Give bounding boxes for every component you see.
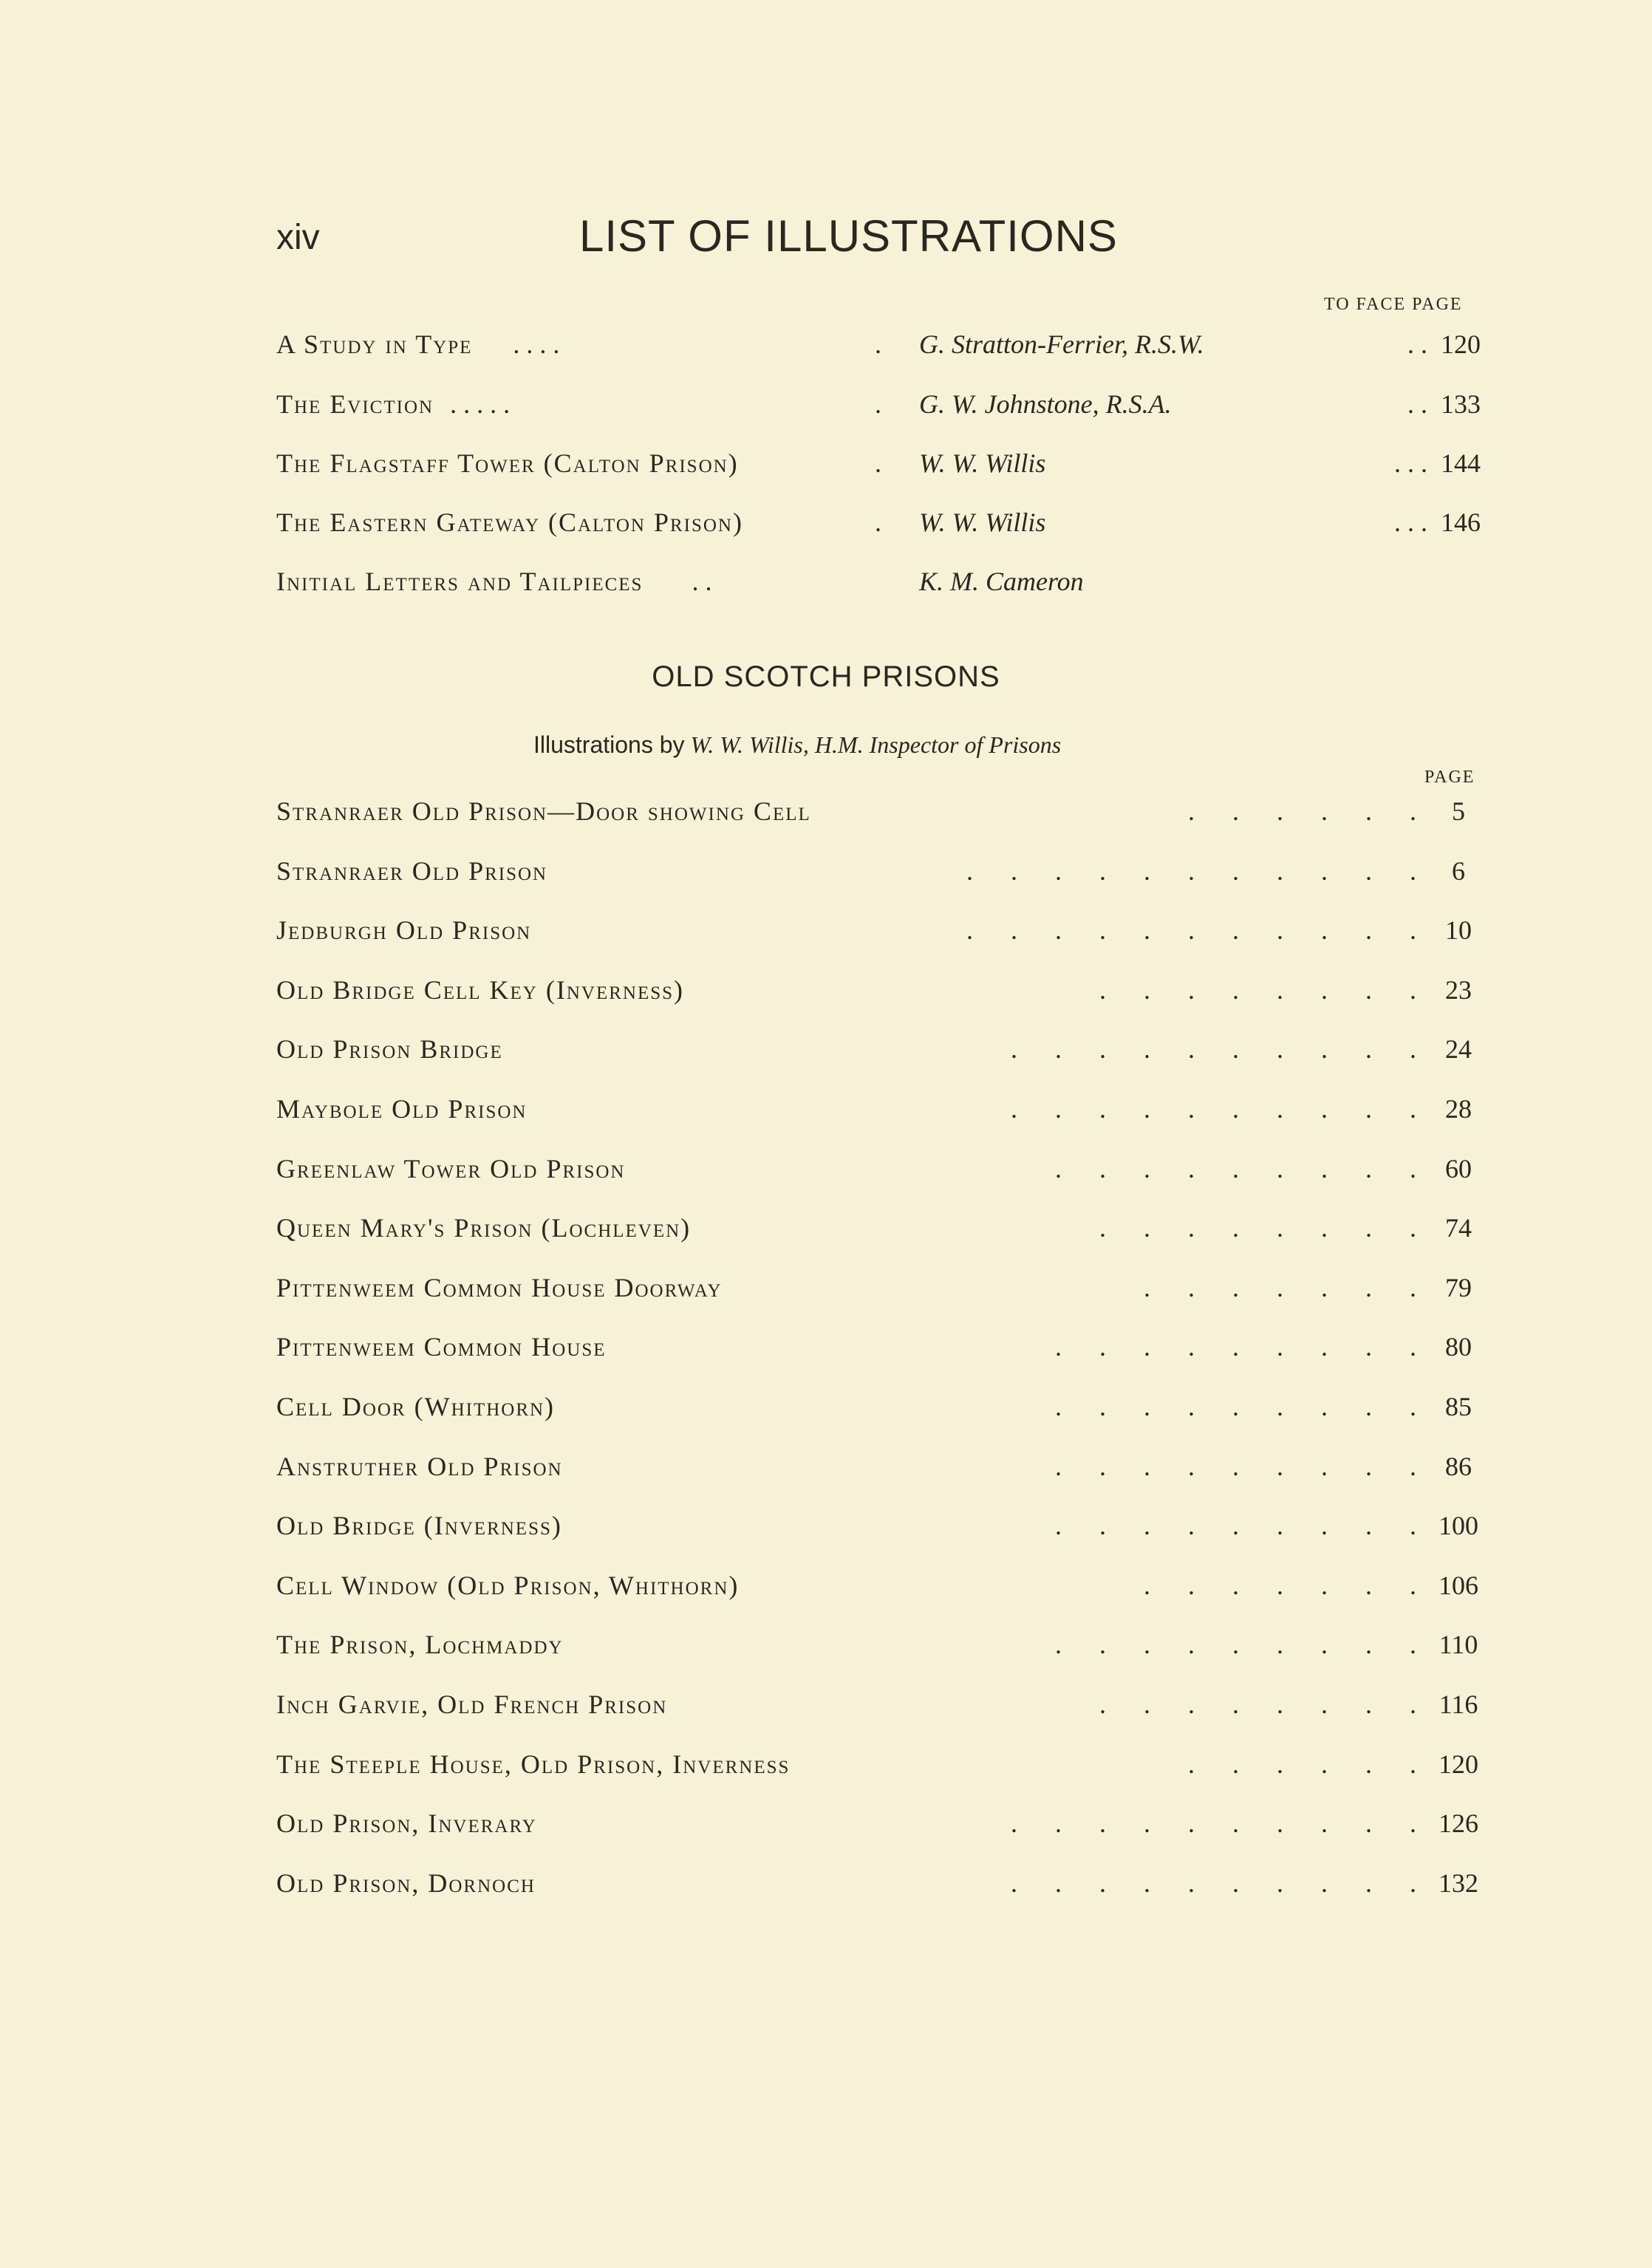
illustration-title: Pittenweem Common House Doorway	[276, 1273, 723, 1302]
spacer	[1416, 1034, 1436, 1064]
plate-artist: W. W. Willis	[919, 508, 1046, 537]
credit-name: W. W. Willis,	[690, 731, 809, 758]
spacer	[1416, 1452, 1436, 1481]
illustration-row	[276, 1563, 1481, 1608]
illustration-row	[276, 908, 1481, 952]
spacer	[1416, 1332, 1436, 1362]
running-title: LIST OF ILLUSTRATIONS	[579, 211, 1118, 261]
illustration-page	[966, 908, 1481, 952]
illustration-page	[1011, 1801, 1481, 1845]
dot-leader: . . . . . . . . .	[1055, 1511, 1416, 1540]
illustration-page	[1055, 1384, 1481, 1429]
illustration-row	[276, 1265, 1481, 1310]
illustration-row	[276, 789, 1481, 833]
illustration-row	[276, 1087, 1481, 1131]
plate-artist: G. W. Johnstone, R.S.A.	[919, 389, 1172, 419]
illustration-page	[1011, 1087, 1481, 1131]
dot-leader: . . . . . . . . . . .	[966, 856, 1416, 886]
illustration-title: Greenlaw Tower Old Prison	[276, 1154, 626, 1183]
illustration-title: Old Bridge (Inverness)	[276, 1511, 562, 1540]
illustration-title: Stranraer Old Prison	[276, 856, 548, 886]
illustration-page	[1055, 1147, 1481, 1191]
plate-artist: G. Stratton-Ferrier, R.S.W.	[919, 329, 1204, 359]
illustration-title: Inch Garvie, Old French Prison	[276, 1690, 668, 1719]
illustration-row	[276, 1325, 1481, 1369]
illustration-row	[276, 1206, 1481, 1250]
page-number-value: 116	[1438, 1690, 1478, 1719]
page-number-value: 85	[1445, 1392, 1472, 1421]
plate-page: . . 133	[1407, 389, 1481, 419]
illustration-page	[1011, 1861, 1481, 1905]
section-column-heading: PAGE	[1424, 768, 1475, 787]
dot-leader: . . . . . . . .	[1099, 1213, 1416, 1243]
illustration-page	[1188, 789, 1481, 833]
dot-leader: . . . . . . .	[1144, 1273, 1416, 1302]
plates-column-heading: TO FACE PAGE	[1324, 295, 1463, 314]
page-number-value: 5	[1452, 796, 1465, 826]
illustration-row	[276, 1503, 1481, 1548]
spacer	[1416, 1094, 1436, 1124]
plate-artist: W. W. Willis	[919, 448, 1046, 478]
illustration-row	[276, 1801, 1481, 1845]
illustration-title: Stranraer Old Prison—Door showing Cell	[276, 796, 811, 826]
illustration-row	[276, 1742, 1481, 1786]
page-number-value: 132	[1438, 1868, 1478, 1898]
dot-leader: . .	[1407, 389, 1427, 419]
page-number-value: 28	[1445, 1094, 1472, 1124]
illustration-title: Old Prison Bridge	[276, 1034, 503, 1064]
illustration-page	[966, 849, 1481, 893]
plate-page: . . 120	[1407, 329, 1481, 359]
dot-leader: . . . . . . . . .	[1055, 1154, 1416, 1183]
plate-page: . . . 144	[1394, 448, 1481, 478]
page-number-value: 10	[1445, 915, 1472, 945]
spacer	[1416, 796, 1436, 826]
illustration-title: The Prison, Lochmaddy	[276, 1630, 564, 1659]
dot-leader: . . . . . . . . . . .	[966, 915, 1416, 945]
plate-title: The Eviction . . . . .	[276, 389, 511, 419]
spacer	[1416, 856, 1436, 886]
dot-leader: .	[875, 389, 881, 419]
illustration-page	[1188, 1742, 1481, 1786]
illustration-page	[1055, 1503, 1481, 1548]
illustration-title: Queen Mary's Prison (Lochleven)	[276, 1213, 692, 1243]
page-number: xiv	[276, 218, 320, 257]
page-number-value: 23	[1445, 975, 1472, 1005]
plate-page: . . . 146	[1394, 508, 1481, 537]
illustration-title: Cell Window (Old Prison, Whithorn)	[276, 1571, 740, 1600]
illustration-page	[1099, 1682, 1481, 1726]
dot-leader: . . . . . . . .	[1099, 975, 1416, 1005]
spacer	[1416, 1392, 1436, 1421]
spacer	[1416, 1868, 1436, 1898]
dot-leader: . . . . . . . . .	[1055, 1392, 1416, 1421]
plate-row	[276, 322, 1481, 366]
dot-leader: . . . . . .	[1188, 796, 1416, 826]
page-number-value: 74	[1445, 1213, 1472, 1243]
page-number-value: 86	[1445, 1452, 1472, 1481]
illustration-row	[276, 1682, 1481, 1726]
illustration-page	[1055, 1444, 1481, 1489]
spacer	[1416, 1690, 1436, 1719]
spacer	[1416, 915, 1436, 945]
plate-row	[276, 500, 1481, 544]
illustration-page	[1099, 968, 1481, 1012]
dot-leader: . . . . .	[450, 389, 511, 419]
illustration-page	[1011, 1027, 1481, 1071]
dot-leader: . . . . . . . . .	[1055, 1630, 1416, 1659]
illustration-page	[1144, 1265, 1481, 1310]
illustration-row	[276, 1027, 1481, 1071]
spacer	[1416, 1273, 1436, 1302]
illustration-title: Old Prison, Dornoch	[276, 1868, 536, 1898]
page-number-value: 6	[1452, 856, 1465, 886]
credit-prefix: Illustrations by	[533, 731, 685, 758]
dot-leader: . . . . . . . . .	[1055, 1332, 1416, 1362]
spacer	[1416, 1571, 1436, 1600]
plate-title: The Eastern Gateway (Calton Prison)	[276, 508, 743, 537]
dot-leader: . . . . . .	[1188, 1749, 1416, 1779]
dot-leader: . . . .	[513, 329, 560, 359]
spacer	[1416, 1808, 1436, 1838]
dot-leader: . . . . . . . .	[1099, 1690, 1416, 1719]
plate-row	[276, 382, 1481, 426]
dot-leader: . . . . . . . . . .	[1011, 1808, 1416, 1838]
illustration-title: Anstruther Old Prison	[276, 1452, 563, 1481]
spacer	[1416, 975, 1436, 1005]
dot-leader: .	[875, 448, 881, 478]
illustration-title: Maybole Old Prison	[276, 1094, 528, 1124]
illustration-row	[276, 968, 1481, 1012]
illustration-row	[276, 849, 1481, 893]
illustration-row	[276, 1622, 1481, 1667]
illustration-row	[276, 1861, 1481, 1905]
illustration-page	[1055, 1325, 1481, 1369]
plate-row	[276, 559, 1481, 604]
dot-leader: .	[875, 329, 881, 359]
dot-leader: . .	[692, 567, 712, 596]
illustration-title: Old Bridge Cell Key (Inverness)	[276, 975, 685, 1005]
dot-leader: . . . . . . . . . .	[1011, 1868, 1416, 1898]
illustration-row	[276, 1444, 1481, 1489]
illustration-page	[1099, 1206, 1481, 1250]
illustrator-credit	[533, 733, 1061, 756]
illustration-row	[276, 1147, 1481, 1191]
illustration-title: Old Prison, Inverary	[276, 1808, 537, 1838]
illustration-title: Cell Door (Whithorn)	[276, 1392, 556, 1421]
dot-leader: . . . . . . . . .	[1055, 1452, 1416, 1481]
spacer	[1416, 1213, 1436, 1243]
page-number-value: 79	[1445, 1273, 1472, 1302]
plate-title: Initial Letters and Tailpieces . .	[276, 567, 712, 596]
plate-artist: K. M. Cameron	[919, 567, 1084, 596]
dot-leader: . . . . . . . . . .	[1011, 1034, 1416, 1064]
page-number-value: 24	[1445, 1034, 1472, 1064]
dot-leader: . .	[1407, 329, 1427, 359]
page-number-value: 100	[1438, 1511, 1478, 1540]
page-number-value: 126	[1438, 1808, 1478, 1838]
page-number-value: 110	[1438, 1630, 1478, 1659]
spacer	[1416, 1154, 1436, 1183]
page-number-value: 60	[1445, 1154, 1472, 1183]
dot-leader: .	[875, 508, 881, 537]
illustration-title: Pittenweem Common House	[276, 1332, 607, 1362]
illustration-row	[276, 1384, 1481, 1429]
dot-leader: . . . . . . . . . .	[1011, 1094, 1416, 1124]
dot-leader: . . . . . . .	[1144, 1571, 1416, 1600]
credit-role: H.M. Inspector of Prisons	[814, 731, 1062, 758]
illustration-page	[1144, 1563, 1481, 1608]
dot-leader: . . .	[1394, 448, 1427, 478]
section-heading: OLD SCOTCH PRISONS	[652, 660, 1000, 693]
illustration-page	[1055, 1622, 1481, 1667]
page-number-value: 120	[1438, 1749, 1478, 1779]
page-number-value: 106	[1438, 1571, 1478, 1600]
illustration-title: The Steeple House, Old Prison, Inverness	[276, 1749, 791, 1779]
page-number-value: 80	[1445, 1332, 1472, 1362]
spacer	[1416, 1749, 1436, 1779]
plate-row	[276, 441, 1481, 485]
plate-title: A Study in Type . . . .	[276, 329, 560, 359]
spacer	[1416, 1630, 1436, 1659]
dot-leader: . . .	[1394, 508, 1427, 537]
spacer	[1416, 1511, 1436, 1540]
plate-title: The Flagstaff Tower (Calton Prison)	[276, 448, 739, 478]
illustration-title: Jedburgh Old Prison	[276, 915, 532, 945]
